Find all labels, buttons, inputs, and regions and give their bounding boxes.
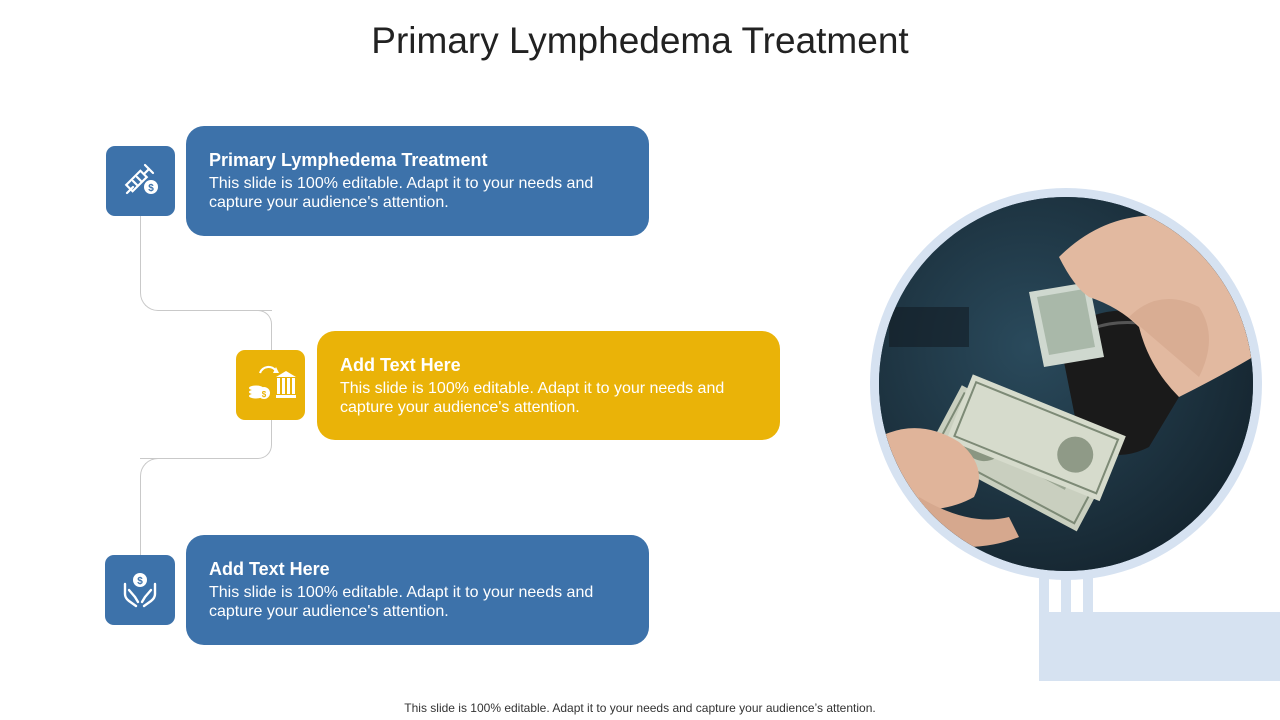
item-icon-box-3 (105, 555, 175, 625)
slide-title: Primary Lymphedema Treatment (371, 20, 909, 61)
item-icon-box-1 (106, 146, 175, 216)
item-text-1: This slide is 100% editable. Adapt it to your needs and capture your audience's attention. (209, 175, 594, 211)
item-text-3: This slide is 100% editable. Adapt it to your needs and capture your audience's attention. (209, 584, 594, 620)
hands-coin-icon (120, 568, 160, 613)
item-title-3: Add Text Here (209, 559, 330, 579)
decor-base-block (1039, 612, 1280, 681)
item-card-3 (186, 535, 649, 645)
syringe-dollar-icon (121, 159, 161, 204)
coins-bank-icon (246, 363, 296, 408)
decor-pillar (1083, 574, 1093, 614)
decor-pillar (1039, 574, 1049, 614)
item-icon-box-2 (236, 350, 305, 420)
connector-line-bottom-down (140, 458, 180, 556)
item-card-2 (317, 331, 780, 440)
item-title-2: Add Text Here (340, 355, 461, 375)
item-card-1 (186, 126, 649, 236)
item-title-1: Primary Lymphedema Treatment (209, 150, 488, 170)
connector-line-bottom (140, 418, 272, 459)
money-wallet-photo (879, 197, 1253, 571)
svg-text:$: $ (147, 182, 154, 194)
item-text-2: This slide is 100% editable. Adapt it to your needs and capture your audience's attention. (340, 380, 725, 416)
connector-line-top-up (240, 310, 272, 352)
photo-frame (870, 188, 1262, 580)
slide-footer: This slide is 100% editable. Adapt it to your needs and capture your audience’s attention. (404, 701, 876, 715)
svg-text:$: $ (261, 389, 266, 399)
decor-pillar (1061, 574, 1071, 614)
svg-text:$: $ (137, 575, 143, 587)
